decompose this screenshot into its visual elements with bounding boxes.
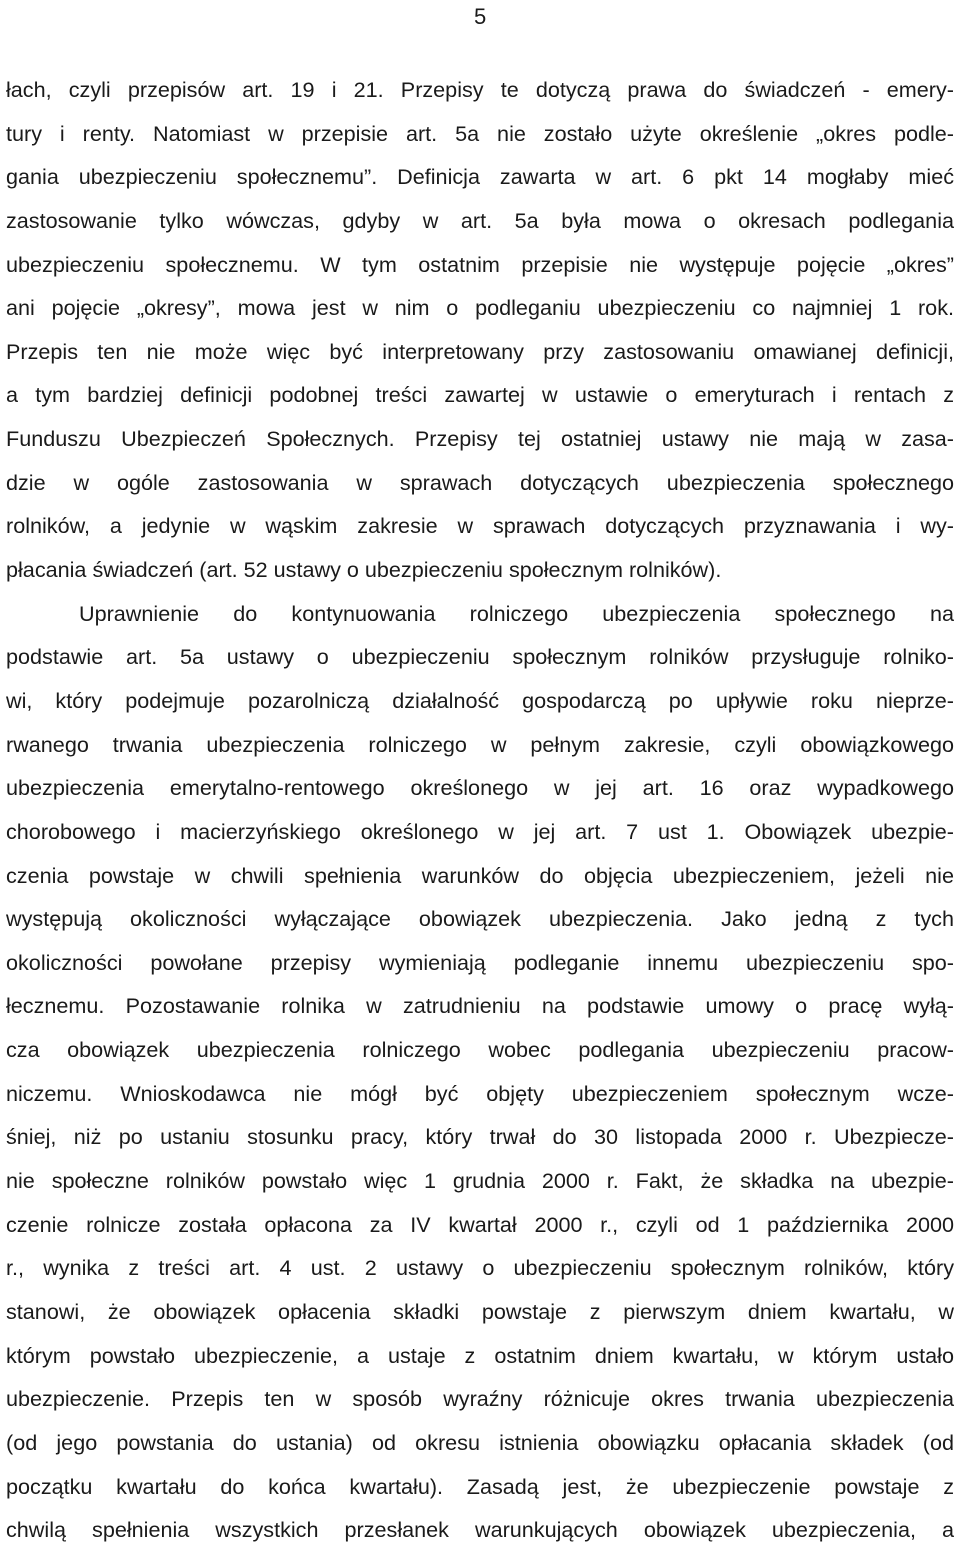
text-line: niczemu. Wnioskodawca nie mógł być objęty ubezpieczeniem społecznym wcze- — [6, 1080, 954, 1106]
text-line: podstawie art. 5a ustawy o ubezpieczeniu społecznym rolników przysługuje rolniko- — [6, 644, 954, 670]
text-line: występują okoliczności wyłączające obowiązek ubezpieczenia. Jako jedną z tych — [6, 906, 954, 932]
text-line: a tym bardziej definicji podobnej treści zawartej w ustawie o emeryturach i rentach z — [6, 382, 954, 408]
text-line: cza obowiązek ubezpieczenia rolniczego wobec podlegania ubezpieczeniu pracow- — [6, 1037, 954, 1063]
body-text — [6, 68, 954, 1552]
text-line: chwilą spełnienia wszystkich przesłanek warunkujących obowiązek ubezpieczenia, a — [6, 1517, 954, 1543]
text-line: gania ubezpieczeniu społecznemu”. Definicja zawarta w art. 6 pkt 14 mogłaby mieć — [6, 164, 954, 190]
text-line: płacania świadczeń (art. 52 ustawy o ubezpieczeniu społecznym rolników). — [6, 557, 722, 583]
text-line: śniej, niż po ustaniu stosunku pracy, który trwał do 30 listopada 2000 r. Ubezpiecze- — [6, 1124, 954, 1150]
text-line: ubezpieczenie. Przepis ten w sposób wyraźny różnicuje okres trwania ubezpieczenia — [6, 1386, 954, 1412]
text-line: tury i renty. Natomiast w przepisie art. 5a nie zostało użyte określenie „okres podle- — [6, 120, 954, 146]
text-line: Funduszu Ubezpieczeń Społecznych. Przepisy tej ostatniej ustawy nie mają w zasa- — [6, 426, 954, 452]
text-line: ubezpieczenia emerytalno-rentowego określonego w jej art. 16 oraz wypadkowego — [6, 775, 954, 801]
text-line: chorobowego i macierzyńskiego określonego w jej art. 7 ust 1. Obowiązek ubezpie- — [6, 818, 954, 844]
text-line: łach, czyli przepisów art. 19 i 21. Przepisy te dotyczą prawa do świadczeń - emery- — [6, 77, 954, 102]
text-line: okoliczności powołane przepisy wymieniają podleganie innemu ubezpieczeniu spo- — [6, 949, 954, 975]
text-line: łecznemu. Pozostawanie rolnika w zatrudnieniu na podstawie umowy o pracę wyłą- — [6, 993, 954, 1019]
text-line: Przepis ten nie może więc być interpretowany przy zastosowaniu omawianej definicji, — [6, 338, 954, 364]
text-line: którym powstało ubezpieczenie, a ustaje z ostatnim dniem kwartału, w którym ustało — [6, 1342, 954, 1368]
text-line: czenia powstaje w chwili spełnienia warunków do objęcia ubezpieczeniem, jeżeli nie — [6, 862, 954, 888]
text-line: początku kwartału do końca kwartału). Zasadą jest, że ubezpieczenie powstaje z — [6, 1473, 954, 1499]
text-line: (od jego powstania do ustania) od okresu istnienia obowiązku opłacania składek (od — [6, 1429, 954, 1455]
page-number: 5 — [474, 4, 487, 29]
text-line: ani pojęcie „okresy”, mowa jest w nim o podleganiu ubezpieczeniu co najmniej 1 rok. — [6, 295, 954, 321]
text-line: Uprawnienie do kontynuowania rolniczego ubezpieczenia społecznego na — [79, 600, 954, 626]
text-line: wi, który podejmuje pozarolniczą działalność gospodarczą po upływie roku nieprze- — [6, 687, 954, 713]
text-line: czenie rolnicze została opłacona za IV kwartał 2000 r., czyli od 1 października 2000 — [6, 1211, 954, 1237]
text-line: nie społeczne rolników powstało więc 1 grudnia 2000 r. Fakt, że składka na ubezpie- — [6, 1168, 954, 1194]
text-line: rolników, a jedynie w wąskim zakresie w sprawach dotyczących przyznawania i wy- — [6, 513, 954, 539]
text-line: zastosowanie tylko wówczas, gdyby w art. 5a była mowa o okresach podlegania — [6, 207, 954, 233]
text-line: dzie w ogóle zastosowania w sprawach dotyczących ubezpieczenia społecznego — [6, 469, 954, 495]
text-line: ubezpieczeniu społecznemu. W tym ostatnim przepisie nie występuje pojęcie „okres” — [6, 251, 954, 277]
text-line: r., wynika z treści art. 4 ust. 2 ustawy o ubezpieczeniu społecznym rolników, który — [6, 1255, 954, 1281]
text-line: rwanego trwania ubezpieczenia rolniczego w pełnym zakresie, czyli obowiązkowego — [6, 731, 954, 757]
text-line: stanowi, że obowiązek opłacenia składki powstaje z pierwszym dniem kwartału, w — [6, 1298, 954, 1324]
